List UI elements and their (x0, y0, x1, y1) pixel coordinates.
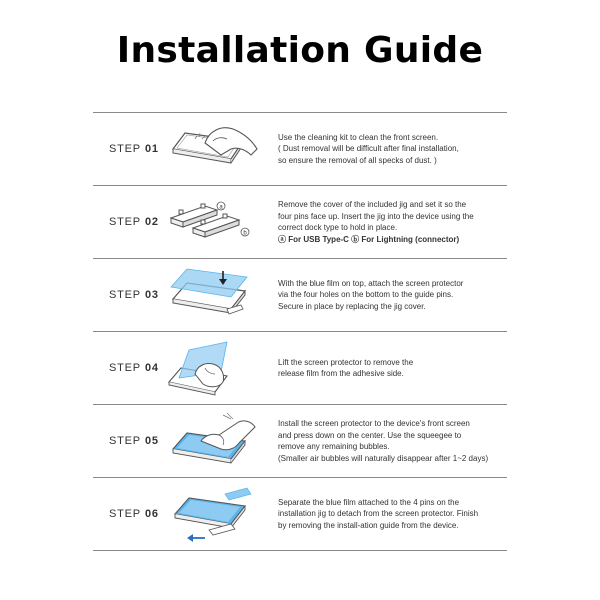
step-06 (93, 478, 507, 550)
description-line: four pins face up. Insert the jig into the device using the (278, 211, 474, 221)
description-line: Separate the blue film attached to the 4 pins on the (278, 497, 460, 507)
page-title: Installation Guide (116, 30, 484, 71)
callout-b: b (243, 230, 247, 237)
step-label (109, 186, 159, 258)
step-label (109, 259, 159, 331)
description-line: via the four holes on the bottom to the guide pins. (278, 290, 454, 300)
step-description (278, 186, 503, 258)
film-attach-icon (165, 265, 265, 325)
step-number: 02 (144, 216, 159, 228)
film-peel-icon (165, 338, 265, 398)
step-word: STEP (109, 143, 141, 155)
step-01 (93, 113, 507, 185)
step-number: 01 (144, 143, 159, 155)
dock-type-note: ⓐ For USB Type-C ⓑ For Lightning (connector) (278, 234, 460, 244)
description-line: Use the cleaning kit to clean the front screen. (278, 132, 439, 142)
callout-a: a (219, 204, 223, 211)
description-line: Secure in place by replacing the jig cover. (278, 301, 426, 311)
step-label (109, 332, 159, 404)
step-number: 05 (144, 435, 159, 447)
step-word: STEP (109, 508, 141, 520)
step-word: STEP (109, 362, 141, 374)
step-number: 06 (144, 508, 159, 520)
description-line: release film from the adhesive side. (278, 369, 404, 378)
description-line: installation jig to detach from the screen protector. Finish (278, 509, 479, 519)
step-05 (93, 405, 507, 477)
description-line: (Smaller air bubbles will naturally disappear after 1~2 days) (278, 453, 489, 463)
step-description (278, 259, 503, 331)
step-number: 03 (144, 289, 159, 301)
film-separate-icon (165, 484, 265, 544)
description-line: Lift the screen protector to remove the (278, 357, 414, 367)
step-03 (93, 259, 507, 331)
step-label (109, 478, 159, 550)
description-line: and press down on the center. Use the squeegee to (278, 430, 462, 440)
description-line: ( Dust removal will be difficult after final installation, (278, 144, 459, 154)
step-word: STEP (109, 216, 141, 228)
description-line: remove any remaining bubbles. (278, 442, 390, 451)
step-word: STEP (109, 289, 141, 301)
divider (93, 550, 507, 551)
description-line: correct dock type to hold in place. (278, 223, 398, 232)
description-line: by removing the install-ation guide from the device. (278, 520, 459, 530)
step-number: 04 (144, 362, 159, 374)
step-02 (93, 186, 507, 258)
press-finger-icon (165, 411, 265, 471)
step-word: STEP (109, 435, 141, 447)
step-description (278, 332, 503, 404)
description-line: With the blue film on top, attach the screen protector (278, 278, 464, 288)
step-label (109, 113, 159, 185)
jig-docks-icon (165, 192, 265, 252)
step-description (278, 478, 503, 550)
step-04 (93, 332, 507, 404)
step-description (278, 405, 503, 477)
step-label (109, 405, 159, 477)
description-line: Install the screen protector to the device's front screen (278, 419, 470, 428)
description-line: so ensure the removal of all specks of dust. ) (278, 155, 437, 165)
description-line: Remove the cover of the included jig and set it so the (278, 200, 467, 209)
step-description (278, 113, 503, 185)
phone-cleaning-hand-icon (165, 119, 265, 179)
